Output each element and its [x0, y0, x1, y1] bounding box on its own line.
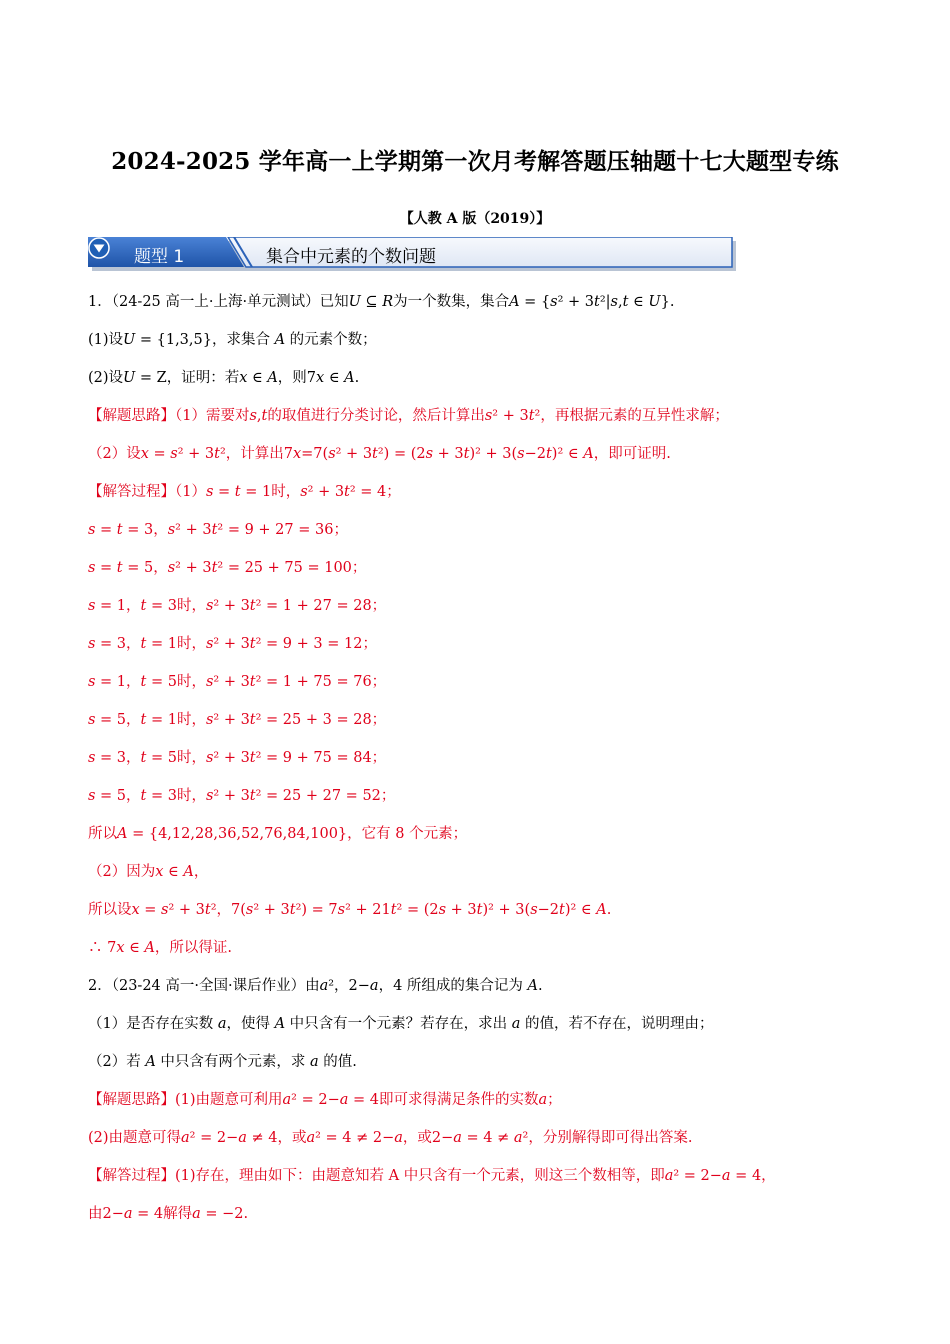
chevron-down-circle-icon[interactable]	[88, 237, 110, 259]
solution-line: 所以𝐴 = {4,12,28,36,52,76,84,100}，它有 8 个元素；	[88, 826, 468, 842]
solution-line: 𝑠 = 𝑡 = 3，𝑠² + 3𝑡² = 9 + 27 = 36；	[88, 522, 348, 538]
solution-line: 【解题思路】（1）需要对𝑠,𝑡的取值进行分类讨论，然后计算出𝑠² + 3𝑡²，再根据元素的互异性求解；	[88, 408, 729, 424]
solution-line: 𝑠 = 1，𝑡 = 3时，𝑠² + 3𝑡² = 1 + 27 = 28；	[88, 598, 387, 614]
section-topic: 集合中元素的个数问题	[266, 247, 436, 267]
solution-line: 𝑠 = 5，𝑡 = 1时，𝑠² + 3𝑡² = 25 + 3 = 28；	[88, 712, 387, 728]
problem-line: 1．（24-25 高一上·上海·单元测试）已知𝑈 ⊆ 𝑅为一个数集，集合𝐴 = {𝑠² + 3𝑡²|𝑠,𝑡 ∈ 𝑈}.	[88, 294, 675, 310]
problem-line: （1）是否存在实数 𝑎，使得 𝐴 中只含有一个元素？若存在，求出 𝑎 的值，若不存在，说明理由；	[88, 1016, 714, 1032]
document-body	[88, 292, 858, 1242]
solution-line: 𝑠 = 1，𝑡 = 5时，𝑠² + 3𝑡² = 1 + 75 = 76；	[88, 674, 387, 690]
document-subtitle: 【人教 A 版（2019）】	[399, 211, 551, 227]
solution-line: 由2−𝑎 = 4解得𝑎 = −2.	[88, 1206, 249, 1222]
problem-line: (1)设𝑈 = {1,3,5}，求集合 𝐴 的元素个数；	[88, 332, 377, 348]
solution-line: 𝑠 = 3，𝑡 = 1时，𝑠² + 3𝑡² = 9 + 3 = 12；	[88, 636, 377, 652]
solution-line: 【解答过程】(1)存在，理由如下：由题意知若 A 中只含有一个元素，则这三个数相等，即𝑎² = 2−𝑎 = 4，	[88, 1168, 776, 1184]
solution-line: 𝑠 = 𝑡 = 5，𝑠² + 3𝑡² = 25 + 75 = 100；	[88, 560, 367, 576]
problem-line: (2)设𝑈 = Z，证明：若𝑥 ∈ 𝐴，则7𝑥 ∈ 𝐴.	[88, 370, 360, 386]
solution-line: （2）因为𝑥 ∈ 𝐴，	[88, 864, 209, 880]
solution-line: (2)由题意可得𝑎² = 2−𝑎 ≠ 4，或𝑎² = 4 ≠ 2−𝑎，或2−𝑎 = 4 ≠ 𝑎²，分别解得即可得出答案.	[88, 1130, 693, 1146]
solution-line: （2）设𝑥 = 𝑠² + 3𝑡²，计算出7𝑥=7(𝑠² + 3𝑡²) = (2𝑠 + 3𝑡)² + 3(𝑠−2𝑡)² ∈ 𝐴，即可证明.	[88, 446, 671, 462]
solution-line: 所以设𝑥 = 𝑠² + 3𝑡²，7(𝑠² + 3𝑡²) = 7𝑠² + 21𝑡² = (2𝑠 + 3𝑡)² + 3(𝑠−2𝑡)² ∈ 𝐴.	[88, 902, 612, 918]
document-title: 2024-2025 学年高一上学期第一次月考解答题压轴题十七大题型专练	[111, 148, 839, 175]
section-banner	[88, 237, 736, 271]
solution-line: 𝑠 = 5，𝑡 = 3时，𝑠² + 3𝑡² = 25 + 27 = 52；	[88, 788, 396, 804]
problem-line: （2）若 𝐴 中只含有两个元素，求 𝑎 的值.	[88, 1054, 357, 1070]
solution-line: 【解题思路】(1)由题意可利用𝑎² = 2−𝑎 = 4即可求得满足条件的实数𝑎；	[88, 1092, 562, 1108]
solution-line: ∴ 7𝑥 ∈ 𝐴，所以得证.	[88, 940, 233, 956]
solution-line: 𝑠 = 3，𝑡 = 5时，𝑠² + 3𝑡² = 9 + 75 = 84；	[88, 750, 387, 766]
solution-line: 【解答过程】（1）𝑠 = 𝑡 = 1时，𝑠² + 3𝑡² = 4；	[88, 484, 401, 500]
problem-line: 2．（23-24 高一·全国·课后作业）由𝑎²，2−𝑎，4 所组成的集合记为 𝐴.	[88, 978, 543, 994]
section-label: 题型 1	[134, 247, 185, 267]
